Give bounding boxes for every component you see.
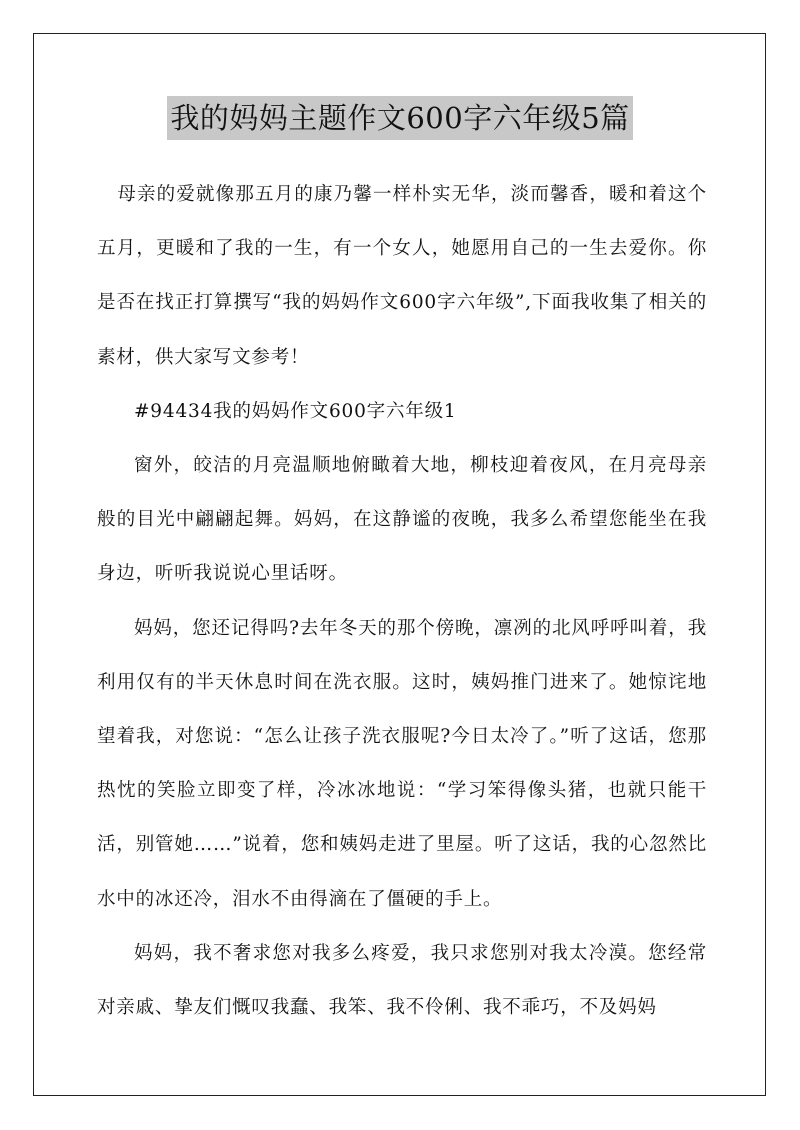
section-heading: #94434我的妈妈作文600字六年级1 — [134, 400, 457, 422]
document-body — [97, 168, 707, 1035]
paragraph: 妈妈，您还记得吗?去年冬天的那个傍晚，凛冽的北风呼呼叫着，我利用仅有的半天休息时间在洗衣服。这时，姨妈推门进来了。她惊诧地望着我，对您说：“怎么让孩子洗衣服呢?今日太冷了。”听了这话，您那热忱的笑脸立即变了样，冷冰冰地说：“学习笨得像头猪，也就只能干活，别管她……”说着，您和姨妈走进了里屋。听了这话，我的心忽然比水中的冰还冷，泪水不由得滴在了僵硬的手上。 — [97, 617, 707, 910]
paragraph-intro: 母亲的爱就像那五月的康乃馨一样朴实无华，淡而馨香，暖和着这个五月，更暖和了我的一生，有一个女人，她愿用自己的一生去爱你。你是否在找正打算撰写“我的妈妈作文600字六年级”,下面我收集了相关的素材，供大家写文参考！ — [97, 184, 707, 368]
title-container — [0, 96, 800, 140]
document-title: 我的妈妈主题作文600字六年级5篇 — [167, 96, 632, 140]
paragraph: 妈妈，我不奢求您对我多么疼爱，我只求您别对我太冷漠。您经常对亲戚、挚友们慨叹我蠢、我笨、我不伶俐、我不乖巧，不及妈妈 — [97, 942, 707, 1019]
paragraph: 窗外，皎洁的月亮温顺地俯瞰着大地，柳枝迎着夜风，在月亮母亲般的目光中翩翩起舞。妈妈，在这静谧的夜晚，我多么希望您能坐在我身边，听听我说说心里话呀。 — [97, 455, 707, 585]
